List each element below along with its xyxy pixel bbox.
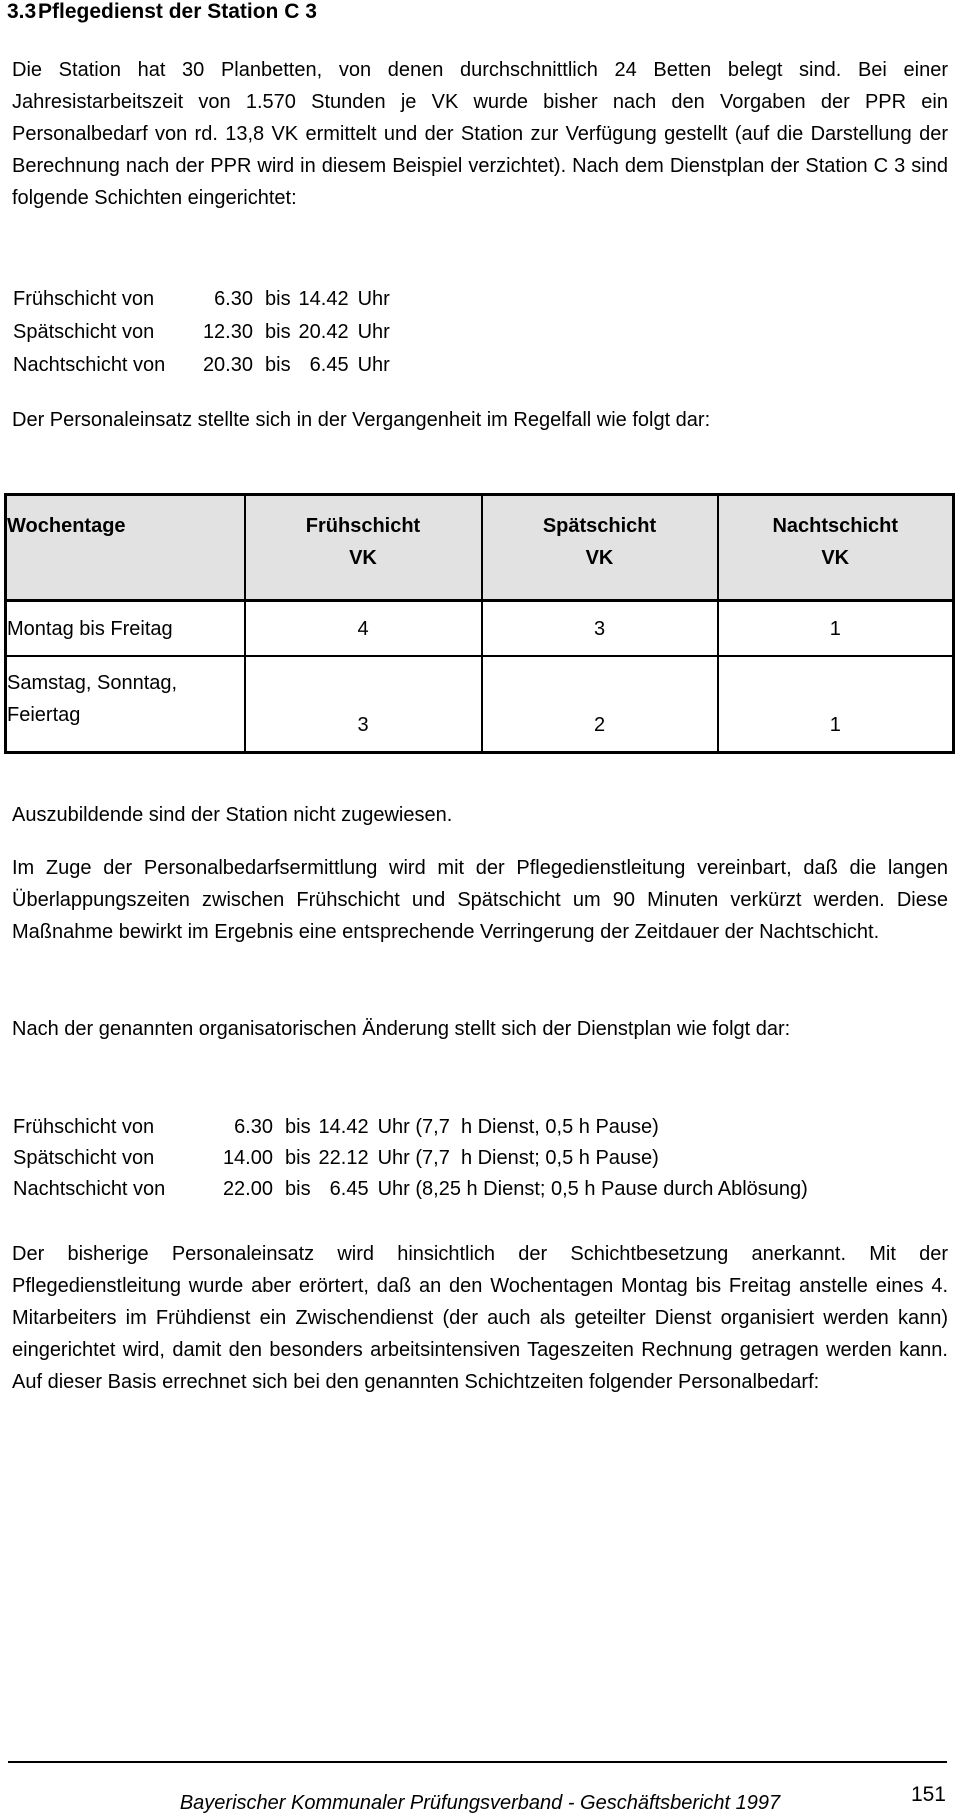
shift-row-spaetschicht bbox=[13, 1143, 808, 1174]
bis-label: bis bbox=[285, 1147, 311, 1169]
bis-label: bis bbox=[285, 1116, 311, 1138]
shift-label: Nachtschicht von bbox=[13, 1178, 166, 1200]
shift-label: Spätschicht von bbox=[13, 1147, 155, 1169]
shift-label: Nachtschicht von bbox=[13, 354, 166, 376]
shift-end-time: 14.42 bbox=[318, 1116, 369, 1138]
col-header-nachtschicht bbox=[718, 495, 954, 601]
bis-label: bis bbox=[265, 354, 291, 376]
shift-start-time: 22.00 bbox=[222, 1178, 273, 1200]
cell-weekdays-label: Montag bis Freitag bbox=[6, 601, 245, 657]
shift-suffix: Uhr bbox=[357, 321, 390, 343]
footer-divider bbox=[8, 1761, 947, 1763]
paragraph-change: Nach der genannten organisatorischen Änderung stellt sich der Dienstplan wie folgt dar: bbox=[12, 1018, 791, 1040]
section-number: 3.3 bbox=[7, 0, 37, 23]
shift-row-fruehschicht bbox=[13, 1112, 808, 1143]
shift-plan-old bbox=[13, 283, 390, 382]
page-number: 151 bbox=[910, 1783, 946, 1806]
paragraph-intro: Die Station hat 30 Planbetten, von denen durchschnittlich 24 Betten belegt sind. Bei einer Jahresistarbeitszeit von 1.570 Stunden je VK wurde bisher nach den Vorgaben der PPR ein Personalbedarf von rd. 13,8 VK ermittelt und der Station zur Verfügung gestellt (auf die Darstellung der Berechnung nach der PPR wird in diesem Beispiel verzichtet). Nach dem Dienstplan der Station C 3 sind folgende Schichten eingerichtet: bbox=[12, 59, 948, 209]
shift-row-spaetschicht bbox=[13, 316, 390, 349]
shift-end-time: 22.12 bbox=[318, 1147, 369, 1169]
paragraph-conclusion: Der bisherige Personaleinsatz wird hinsichtlich der Schichtbesetzung anerkannt. Mit der Pflegedienstleitung wurde aber erörtert, daß an den Wochentagen Montag bis Freitag anstelle eines 4. Mitarbeiters im Frühdienst ein Zwischendienst (der auch als geteilter Dienst organisiert werden kann) eingerichtet wird, damit den besonders arbeitsintensiven Tageszeiten Rechnung getragen werden kann. Auf dieser Basis errechnet sich bei den genannten Schichtzeiten folgender Personalbedarf: bbox=[12, 1243, 948, 1393]
shift-start-time: 12.30 bbox=[202, 321, 253, 343]
col-header-spaetschicht bbox=[482, 495, 718, 601]
table-row-weekdays bbox=[6, 601, 954, 657]
shift-suffix: Uhr (7,7 h Dienst; 0,5 h Pause) bbox=[377, 1147, 659, 1169]
shift-end-time: 6.45 bbox=[309, 354, 349, 376]
table-row-weekend bbox=[6, 656, 954, 753]
shift-end-time: 6.45 bbox=[329, 1178, 369, 1200]
shift-end-time: 20.42 bbox=[298, 321, 349, 343]
bis-label: bis bbox=[285, 1178, 311, 1200]
col-header-wochentage: Wochentage bbox=[6, 495, 245, 601]
col-header-fruehschicht bbox=[245, 495, 482, 601]
staffing-table bbox=[4, 493, 955, 754]
shift-start-time: 6.30 bbox=[234, 1116, 273, 1138]
cell-weekend-label-line1: Samstag, Sonntag, bbox=[7, 672, 178, 694]
shift-row-nachtschicht bbox=[13, 349, 390, 382]
shift-label: Frühschicht von bbox=[13, 288, 155, 310]
col-header-label: Nachtschicht bbox=[772, 515, 899, 537]
vk-unit-label: VK bbox=[821, 547, 850, 569]
shift-end-time: 14.42 bbox=[298, 288, 349, 310]
shift-suffix: Uhr bbox=[357, 354, 390, 376]
cell-weekdays-fruehschicht: 4 bbox=[245, 601, 482, 657]
cell-weekend-nachtschicht: 1 bbox=[718, 656, 954, 753]
table-header-row bbox=[6, 495, 954, 601]
bis-label: bis bbox=[265, 321, 291, 343]
bis-label: bis bbox=[265, 288, 291, 310]
shift-suffix: Uhr (7,7 h Dienst, 0,5 h Pause) bbox=[377, 1116, 659, 1138]
paragraph-table-intro: Der Personaleinsatz stellte sich in der Vergangenheit im Regelfall wie folgt dar: bbox=[12, 409, 711, 431]
section-title: Pflegedienst der Station C 3 bbox=[38, 0, 317, 23]
shift-suffix: Uhr bbox=[357, 288, 390, 310]
shift-suffix: Uhr (8,25 h Dienst; 0,5 h Pause durch Ablösung) bbox=[377, 1178, 808, 1200]
vk-unit-label: VK bbox=[585, 547, 614, 569]
paragraph-agreement: Im Zuge der Personalbedarfsermittlung wird mit der Pflegedienstleitung vereinbart, daß die langen Überlappungszeiten zwischen Frühschicht und Spätschicht um 90 Minuten verkürzt werden. Diese Maßnahme bewirkt im Ergebnis eine entsprechende Verringerung der Zeitdauer der Nachtschicht. bbox=[12, 857, 948, 943]
shift-row-nachtschicht bbox=[13, 1174, 808, 1205]
vk-unit-label: VK bbox=[349, 547, 377, 569]
shift-start-time: 14.00 bbox=[222, 1147, 273, 1169]
shift-label: Spätschicht von bbox=[13, 321, 155, 343]
cell-weekend-fruehschicht: 3 bbox=[245, 656, 482, 753]
cell-weekend-label bbox=[6, 656, 245, 753]
cell-weekdays-spaetschicht: 3 bbox=[482, 601, 718, 657]
cell-weekend-spaetschicht: 2 bbox=[482, 656, 718, 753]
shift-row-fruehschicht bbox=[13, 283, 390, 316]
col-header-label: Spätschicht bbox=[542, 515, 657, 537]
paragraph-note: Auszubildende sind der Station nicht zugewiesen. bbox=[12, 804, 453, 826]
footer-text: Bayerischer Kommunaler Prüfungsverband - Geschäftsbericht 1997 bbox=[179, 1792, 781, 1813]
section-heading bbox=[7, 0, 317, 24]
col-header-label: Frühschicht bbox=[305, 515, 421, 537]
shift-start-time: 6.30 bbox=[214, 288, 253, 310]
shift-label: Frühschicht von bbox=[13, 1116, 155, 1138]
cell-weekend-label-line2: Feiertag bbox=[7, 704, 81, 726]
shift-plan-new bbox=[13, 1112, 808, 1205]
shift-start-time: 20.30 bbox=[202, 354, 253, 376]
cell-weekdays-nachtschicht: 1 bbox=[718, 601, 954, 657]
